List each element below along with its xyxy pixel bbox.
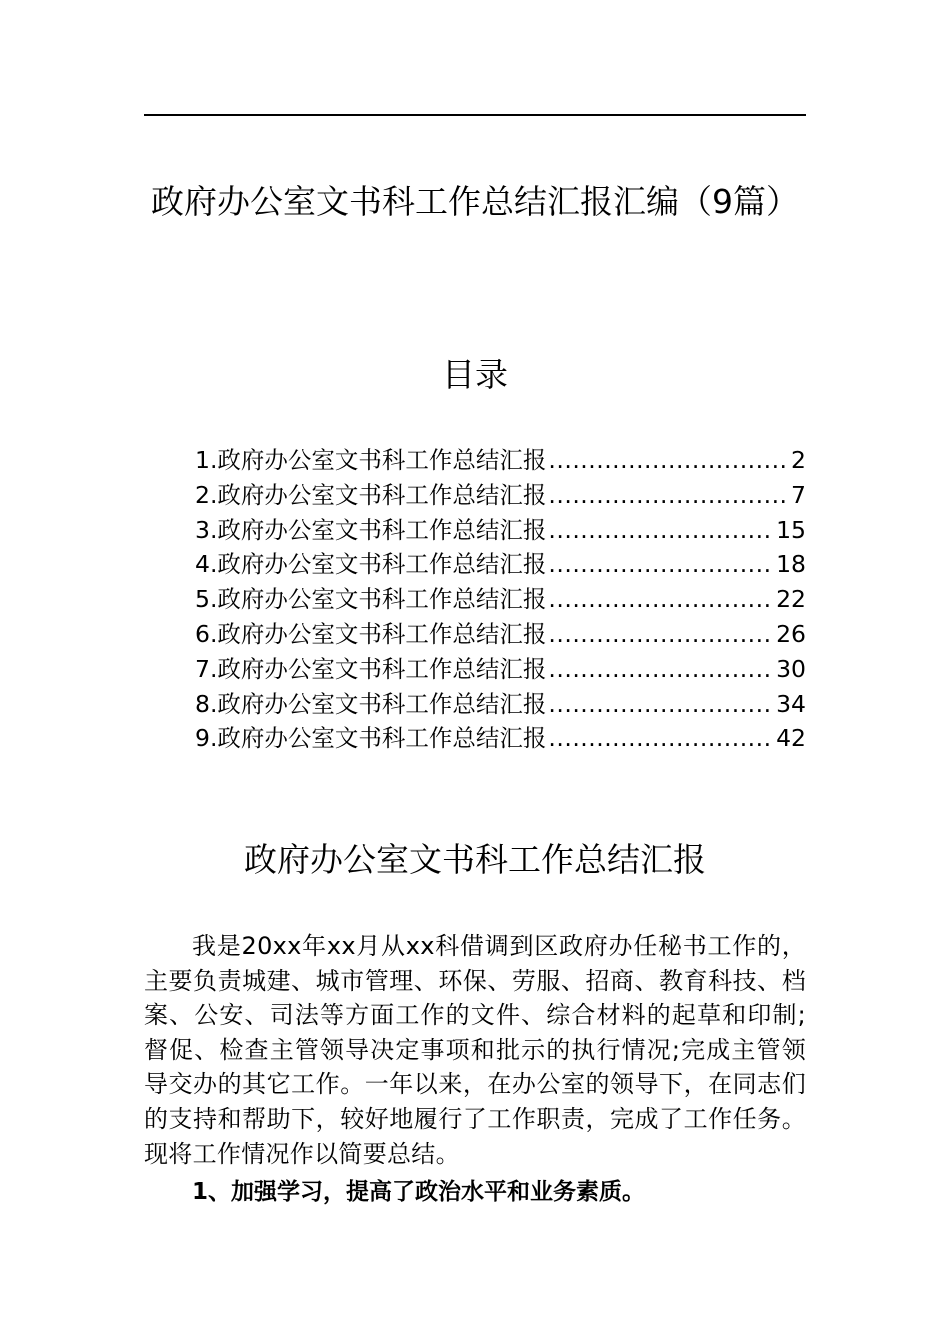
toc-entry-label: 5.政府办公室文书科工作总结汇报	[195, 585, 547, 614]
toc-leader	[548, 687, 774, 722]
toc-leader	[548, 617, 774, 652]
toc-leader	[548, 721, 774, 756]
toc-entry[interactable]	[195, 547, 806, 582]
toc-leader	[548, 443, 789, 478]
toc-entry-label: 3.政府办公室文书科工作总结汇报	[195, 515, 547, 544]
toc-entry[interactable]	[195, 652, 806, 687]
toc-leader	[548, 652, 774, 687]
toc-entry-label: 1.政府办公室文书科工作总结汇报	[195, 446, 547, 474]
toc-entry[interactable]	[195, 582, 806, 617]
toc-entry-page: 34	[776, 689, 806, 718]
toc-entry-page: 15	[776, 515, 806, 544]
toc-entry-page: 7	[791, 480, 806, 509]
toc-entry-label: 2.政府办公室文书科工作总结汇报	[195, 480, 547, 509]
toc-entry-page: 30	[776, 654, 806, 683]
toc-entry[interactable]	[195, 478, 806, 513]
toc-entry-label: 9.政府办公室文书科工作总结汇报	[195, 724, 547, 753]
body-paragraph: 我是20xx年xx月从xx科借调到区政府办任秘书工作的，主要负责城建、城市管理、环保、劳服、招商、教育科技、档案、公安、司法等方面工作的文件、综合材料的起草和印制;督促、检查主管领导决定事项和批示的执行情况;完成主管领导交办的其它工作。一年以来，在办公室的领导下，在同志们的支持和帮助下，较好地履行了工作职责，完成了工作任务。现将工作情况作以简要总结。	[144, 932, 806, 1168]
toc-entry-label: 4.政府办公室文书科工作总结汇报	[195, 550, 547, 579]
toc-leader	[548, 513, 774, 548]
toc-entry[interactable]	[195, 513, 806, 548]
toc-entry[interactable]	[195, 443, 806, 478]
section-subheading: 1、加强学习，提高了政治水平和业务素质。	[192, 1179, 646, 1205]
toc-entry-label: 7.政府办公室文书科工作总结汇报	[195, 654, 547, 683]
toc-entry-page: 26	[776, 619, 806, 648]
toc-heading: 目录	[442, 355, 508, 394]
toc-leader	[548, 547, 774, 582]
section-title: 政府办公室文书科工作总结汇报	[244, 840, 706, 879]
toc-entry-label: 6.政府办公室文书科工作总结汇报	[195, 619, 547, 648]
toc-entry-label: 8.政府办公室文书科工作总结汇报	[195, 689, 547, 718]
toc-entry-page: 2	[791, 446, 806, 474]
toc-entry[interactable]	[195, 617, 806, 652]
toc-entry-page: 42	[776, 724, 806, 753]
document-title: 政府办公室文书科工作总结汇报汇编（9篇）	[151, 182, 799, 221]
header-rule	[144, 114, 806, 116]
toc-leader	[548, 582, 774, 617]
toc-entry[interactable]	[195, 721, 806, 756]
table-of-contents	[195, 443, 806, 756]
toc-entry-page: 22	[776, 585, 806, 614]
toc-entry-page: 18	[776, 550, 806, 579]
toc-leader	[548, 478, 789, 513]
toc-entry[interactable]	[195, 687, 806, 722]
